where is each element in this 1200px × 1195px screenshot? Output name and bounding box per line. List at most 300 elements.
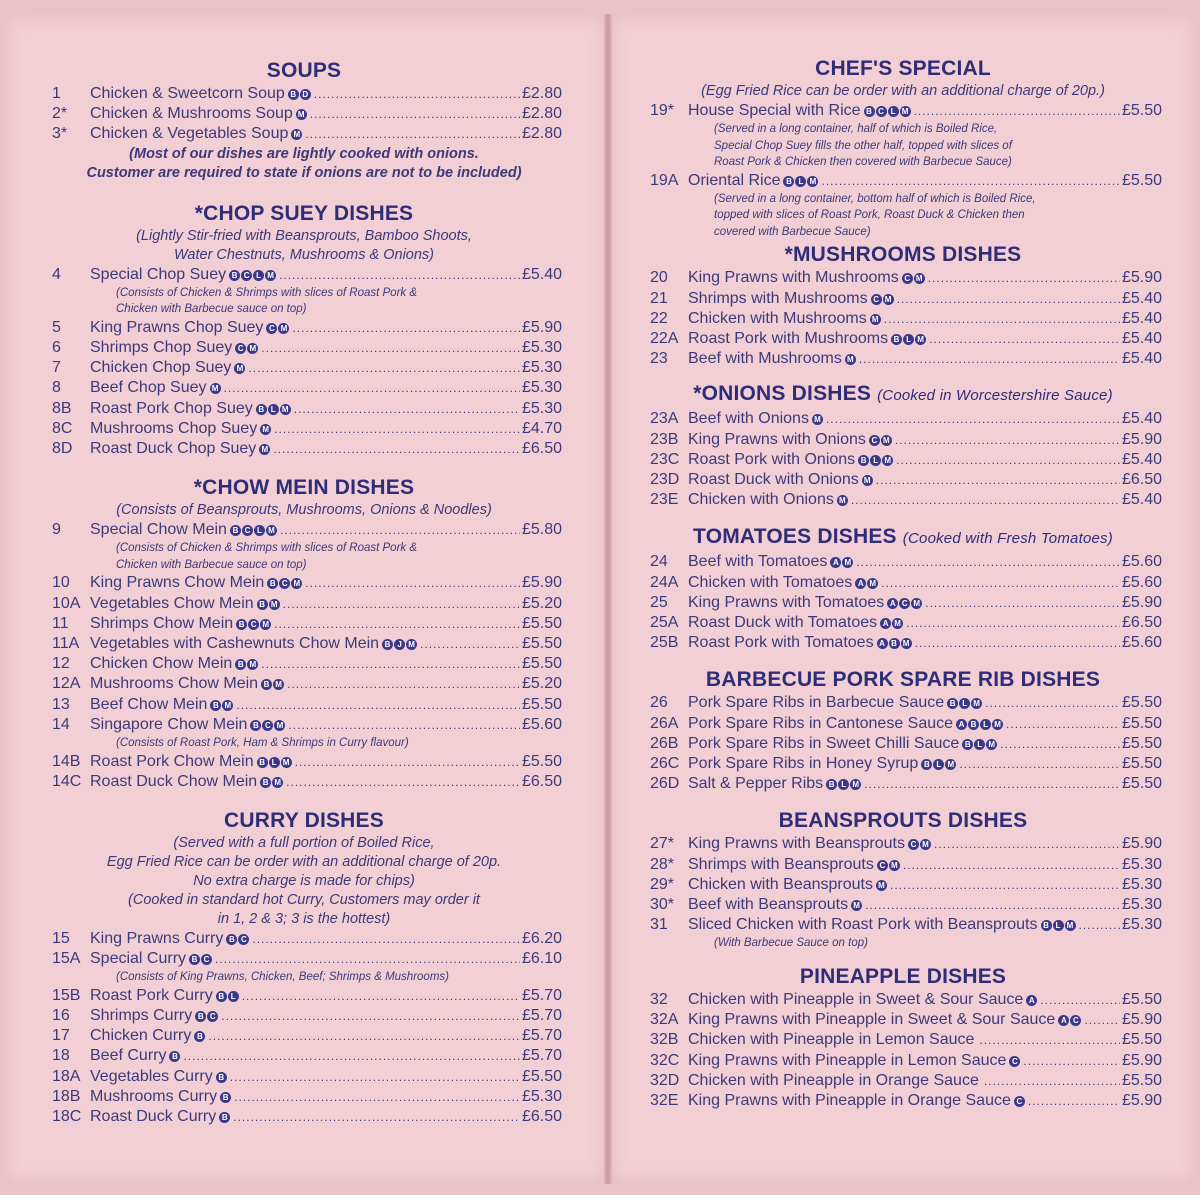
allergen-badge-icon: B bbox=[826, 779, 837, 790]
item-name: Pork Spare Ribs in Honey Syrup bbox=[688, 755, 919, 773]
allergen-codes bbox=[908, 834, 932, 854]
section-heading bbox=[46, 475, 562, 501]
item-price: £5.50 bbox=[521, 614, 562, 632]
allergen-badge-icon: M bbox=[889, 860, 900, 871]
menu-section-barbecue-pork-spare-rib-dishes bbox=[644, 667, 1162, 794]
menu-item[interactable] bbox=[644, 1030, 1162, 1050]
allergen-codes bbox=[229, 265, 277, 285]
section-heading bbox=[644, 667, 1162, 693]
menu-item[interactable] bbox=[46, 614, 562, 634]
item-name: Chicken with Mushrooms bbox=[688, 309, 867, 327]
allergen-badge-icon: C bbox=[877, 860, 888, 871]
allergen-badge-icon: B bbox=[968, 719, 979, 730]
menu-item[interactable] bbox=[644, 470, 1162, 490]
allergen-badge-icon: M bbox=[406, 639, 417, 650]
item-number: 4 bbox=[52, 265, 61, 283]
dot-leader bbox=[294, 399, 520, 419]
allergen-badge-icon: M bbox=[280, 404, 291, 415]
item-price: £5.40 bbox=[1121, 410, 1162, 428]
menu-item[interactable] bbox=[644, 289, 1162, 309]
allergen-badge-icon: J bbox=[394, 639, 405, 650]
menu-item[interactable] bbox=[644, 573, 1162, 593]
menu-item[interactable] bbox=[46, 1087, 562, 1107]
allergen-badge-icon: M bbox=[992, 719, 1003, 730]
allergen-codes bbox=[921, 754, 957, 774]
item-price: £5.30 bbox=[1121, 896, 1162, 914]
allergen-badge-icon: C bbox=[248, 619, 259, 630]
item-name: Beef Chow Mein bbox=[90, 695, 208, 713]
allergen-badge-icon: M bbox=[265, 270, 276, 281]
menu-section-mushrooms-dishes bbox=[644, 242, 1162, 369]
item-price: £5.50 bbox=[1121, 714, 1162, 732]
dot-leader bbox=[929, 329, 1120, 349]
allergen-codes bbox=[858, 450, 894, 470]
allergen-badge-icon: B bbox=[229, 270, 240, 281]
menu-item[interactable] bbox=[644, 633, 1162, 653]
page-fold bbox=[604, 14, 612, 1184]
menu-item[interactable] bbox=[46, 1026, 562, 1046]
dot-leader bbox=[859, 349, 1120, 369]
item-price: £2.80 bbox=[521, 105, 562, 123]
dot-leader bbox=[1000, 734, 1120, 754]
allergen-codes bbox=[845, 349, 857, 369]
allergen-badge-icon: A bbox=[1058, 1015, 1069, 1026]
item-name: Chicken Chow Mein bbox=[90, 655, 233, 673]
item-name: Chicken with Onions bbox=[688, 491, 834, 509]
menu-item[interactable] bbox=[46, 419, 562, 439]
allergen-codes bbox=[291, 124, 303, 144]
dot-leader bbox=[915, 633, 1120, 653]
item-price: £5.90 bbox=[521, 574, 562, 592]
menu-item[interactable] bbox=[46, 772, 562, 792]
menu-item[interactable] bbox=[46, 674, 562, 694]
dot-leader bbox=[183, 1046, 519, 1066]
menu-item[interactable] bbox=[644, 309, 1162, 329]
item-number: 26B bbox=[650, 734, 679, 752]
item-price: £6.50 bbox=[521, 1108, 562, 1126]
allergen-codes bbox=[250, 715, 286, 735]
item-price: £5.90 bbox=[1121, 1011, 1162, 1029]
menu-item[interactable] bbox=[644, 855, 1162, 875]
allergen-codes bbox=[288, 84, 312, 104]
dot-leader bbox=[914, 101, 1120, 121]
allergen-badge-icon: B bbox=[219, 1112, 230, 1123]
dot-leader bbox=[420, 634, 520, 654]
menu-item[interactable] bbox=[644, 734, 1162, 754]
allergen-codes bbox=[169, 1046, 181, 1066]
item-number: 27* bbox=[650, 835, 675, 853]
allergen-badge-icon: M bbox=[881, 435, 892, 446]
dot-leader bbox=[261, 338, 520, 358]
item-number: 18 bbox=[52, 1047, 70, 1065]
item-name: Vegetables with Cashewnuts Chow Mein bbox=[90, 635, 380, 653]
allergen-codes bbox=[189, 949, 213, 969]
allergen-badge-icon: M bbox=[900, 106, 911, 117]
menu-item[interactable] bbox=[644, 450, 1162, 470]
allergen-badge-icon: M bbox=[291, 578, 302, 589]
section-note: (Consists of Beansprouts, Mushrooms, Onions & Noodles) bbox=[116, 502, 492, 519]
item-price: £6.50 bbox=[521, 440, 562, 458]
item-name: Beef with Beansprouts bbox=[688, 896, 849, 914]
allergen-badge-icon: C bbox=[871, 294, 882, 305]
section-heading bbox=[46, 58, 562, 84]
menu-item[interactable] bbox=[644, 552, 1162, 572]
allergen-codes bbox=[891, 329, 927, 349]
item-description: (Served in a long container, bottom half of which is Boiled Rice, topped with slices of Roast Pork, Roast Duck & Chicken then covered with Barbecue Sauce) bbox=[714, 192, 1036, 238]
menu-item[interactable] bbox=[46, 573, 562, 593]
menu-item[interactable] bbox=[644, 774, 1162, 794]
item-price: £5.90 bbox=[1121, 269, 1162, 287]
allergen-badge-icon: M bbox=[1065, 920, 1076, 931]
item-name: Roast Duck Curry bbox=[90, 1108, 217, 1126]
menu-item[interactable] bbox=[644, 430, 1162, 450]
item-number: 23D bbox=[650, 471, 680, 489]
section-heading bbox=[46, 808, 562, 834]
item-price: £5.50 bbox=[1121, 1071, 1162, 1089]
allergen-codes bbox=[257, 752, 293, 772]
allergen-codes bbox=[257, 594, 281, 614]
allergen-badge-icon: C bbox=[869, 435, 880, 446]
dot-leader bbox=[292, 318, 520, 338]
allergen-badge-icon: M bbox=[920, 839, 931, 850]
allergen-codes bbox=[851, 895, 863, 915]
menu-item[interactable] bbox=[46, 84, 562, 104]
allergen-badge-icon: L bbox=[269, 757, 280, 768]
item-number: 12 bbox=[52, 655, 70, 673]
item-name: Chicken & Vegetables Soup bbox=[90, 125, 289, 143]
menu-item[interactable] bbox=[46, 752, 562, 772]
dot-leader bbox=[826, 409, 1120, 429]
menu-item[interactable] bbox=[46, 265, 562, 285]
allergen-badge-icon: L bbox=[228, 991, 239, 1002]
item-price: £5.20 bbox=[521, 594, 562, 612]
menu-item[interactable] bbox=[46, 399, 562, 419]
item-name: Shrimps with Beansprouts bbox=[688, 855, 874, 873]
item-name: Pork Spare Ribs in Cantonese Sauce bbox=[688, 714, 954, 732]
allergen-codes bbox=[870, 309, 882, 329]
allergen-badge-icon: C bbox=[1009, 1056, 1020, 1067]
dot-leader bbox=[895, 430, 1120, 450]
dot-leader bbox=[234, 1087, 520, 1107]
item-number: 19A bbox=[650, 171, 679, 189]
menu-item[interactable] bbox=[46, 715, 562, 735]
item-price: £5.50 bbox=[1121, 102, 1162, 119]
item-name: Mushrooms Chop Suey bbox=[90, 419, 258, 437]
item-price: £5.50 bbox=[521, 752, 562, 770]
item-name: Chicken with Tomatoes bbox=[688, 573, 853, 591]
allergen-badge-icon: C bbox=[876, 106, 887, 117]
section-title: *MUSHROOMS DISHES bbox=[784, 243, 1022, 267]
menu-item[interactable] bbox=[644, 171, 1162, 191]
allergen-badge-icon: M bbox=[892, 618, 903, 629]
allergen-badge-icon: M bbox=[882, 455, 893, 466]
menu-item[interactable] bbox=[644, 613, 1162, 633]
allergen-badge-icon: B bbox=[189, 954, 200, 965]
allergen-badge-icon: B bbox=[235, 659, 246, 670]
item-name: Special Chow Mein bbox=[90, 521, 227, 539]
section-heading bbox=[644, 242, 1162, 268]
allergen-badge-icon: B bbox=[195, 1011, 206, 1022]
item-price: £5.70 bbox=[521, 1007, 562, 1025]
item-price: £4.70 bbox=[521, 419, 562, 437]
menu-item[interactable] bbox=[46, 634, 562, 654]
item-price: £5.30 bbox=[521, 399, 562, 417]
item-name: Roast Duck Chow Mein bbox=[90, 772, 258, 790]
item-name: Chicken with Pineapple in Sweet & Sour Sauce bbox=[688, 990, 1024, 1008]
item-name: King Prawns Curry bbox=[90, 929, 224, 947]
allergen-codes bbox=[1026, 990, 1038, 1010]
dot-leader bbox=[856, 552, 1120, 572]
allergen-codes bbox=[210, 695, 234, 715]
menu-section-curry-dishes bbox=[46, 808, 562, 1127]
allergen-badge-icon: L bbox=[933, 759, 944, 770]
item-number: 8C bbox=[52, 419, 73, 437]
allergen-codes bbox=[235, 338, 259, 358]
menu-item[interactable] bbox=[644, 593, 1162, 613]
item-name: Beef Curry bbox=[90, 1047, 167, 1065]
item-number: 26A bbox=[650, 714, 679, 732]
item-name: King Prawns with Pineapple in Sweet & Sour Sauce bbox=[688, 1011, 1056, 1029]
allergen-codes bbox=[234, 358, 246, 378]
section-title: TOMATOES DISHES bbox=[693, 525, 897, 549]
section-title: PINEAPPLE DISHES bbox=[799, 964, 1007, 988]
item-name: Roast Pork with Onions bbox=[688, 450, 856, 468]
item-number: 18B bbox=[52, 1087, 81, 1105]
allergen-badge-icon: M bbox=[234, 363, 245, 374]
dot-leader bbox=[890, 875, 1120, 895]
allergen-codes bbox=[236, 614, 272, 634]
allergen-badge-icon: M bbox=[272, 777, 283, 788]
menu-item[interactable] bbox=[46, 1107, 562, 1127]
dot-leader bbox=[865, 895, 1120, 915]
dot-leader bbox=[280, 520, 520, 540]
item-name: King Prawns Chop Suey bbox=[90, 318, 264, 336]
item-name: King Prawns with Onions bbox=[688, 430, 866, 448]
allergen-badge-icon: B bbox=[382, 639, 393, 650]
allergen-codes bbox=[194, 1026, 206, 1046]
dot-leader bbox=[864, 774, 1120, 794]
allergen-codes bbox=[259, 439, 271, 459]
item-description: (Consists of King Prawns, Chicken, Beef; Shrimps & Mushrooms) bbox=[116, 971, 449, 984]
allergen-badge-icon: M bbox=[807, 176, 818, 187]
menu-item[interactable] bbox=[644, 834, 1162, 854]
menu-section-chef-s-special bbox=[644, 56, 1162, 240]
menu-item[interactable] bbox=[46, 358, 562, 378]
section-title: CURRY DISHES bbox=[224, 808, 384, 832]
item-number: 24 bbox=[650, 553, 668, 571]
item-number: 32D bbox=[650, 1071, 680, 1089]
allergen-badge-icon: B bbox=[194, 1031, 205, 1042]
menu-item[interactable] bbox=[644, 714, 1162, 734]
menu-item[interactable] bbox=[644, 409, 1162, 429]
menu-item[interactable] bbox=[644, 101, 1162, 121]
item-price: £6.50 bbox=[1121, 471, 1162, 489]
item-price: £5.60 bbox=[521, 715, 562, 733]
allergen-badge-icon: B bbox=[250, 720, 261, 731]
allergen-codes bbox=[871, 289, 895, 309]
dot-leader bbox=[985, 693, 1120, 713]
menu-item[interactable] bbox=[644, 915, 1162, 935]
allergen-badge-icon: B bbox=[230, 525, 241, 536]
dot-leader bbox=[1023, 1051, 1120, 1071]
dot-leader bbox=[1079, 915, 1120, 935]
dot-leader bbox=[305, 573, 520, 593]
menu-item[interactable] bbox=[46, 594, 562, 614]
section-note: (Egg Fried Rice can be order with an additional charge of 20p.) bbox=[701, 83, 1105, 99]
menu-item[interactable] bbox=[644, 895, 1162, 915]
menu-item[interactable] bbox=[46, 104, 562, 124]
item-description: (With Barbecue Sauce on top) bbox=[714, 937, 868, 950]
allergen-badge-icon: C bbox=[262, 720, 273, 731]
menu-item[interactable] bbox=[644, 1051, 1162, 1071]
dot-leader bbox=[273, 439, 520, 459]
menu-item[interactable] bbox=[644, 875, 1162, 895]
menu-item[interactable] bbox=[46, 124, 562, 144]
allergen-badge-icon: B bbox=[169, 1051, 180, 1062]
menu-item[interactable] bbox=[46, 439, 562, 459]
allergen-badge-icon: A bbox=[956, 719, 967, 730]
allergen-badge-icon: B bbox=[216, 1072, 227, 1083]
allergen-codes bbox=[902, 268, 926, 288]
menu-section-tomatoes-dishes bbox=[644, 524, 1162, 653]
allergen-badge-icon: M bbox=[837, 495, 848, 506]
section-title: *ONIONS DISHES bbox=[693, 382, 872, 406]
section-heading bbox=[644, 56, 1162, 82]
menu-item[interactable] bbox=[46, 318, 562, 338]
allergen-codes bbox=[956, 714, 1004, 734]
allergen-codes bbox=[877, 855, 901, 875]
allergen-codes bbox=[260, 772, 284, 792]
menu-item[interactable] bbox=[46, 986, 562, 1006]
dot-leader bbox=[851, 490, 1120, 510]
item-number: 22 bbox=[650, 309, 668, 327]
allergen-badge-icon: M bbox=[911, 598, 922, 609]
item-name: Shrimps with Mushrooms bbox=[688, 289, 868, 307]
menu-item[interactable] bbox=[644, 990, 1162, 1010]
item-number: 25A bbox=[650, 614, 679, 632]
item-number: 26C bbox=[650, 755, 680, 773]
item-price: £2.80 bbox=[521, 85, 562, 102]
allergen-badge-icon: B bbox=[256, 404, 267, 415]
menu-item[interactable] bbox=[46, 338, 562, 358]
allergen-badge-icon: L bbox=[903, 334, 914, 345]
menu-item[interactable] bbox=[644, 349, 1162, 369]
menu-item[interactable] bbox=[46, 949, 562, 969]
allergen-badge-icon: B bbox=[210, 700, 221, 711]
item-number: 15A bbox=[52, 950, 81, 968]
allergen-codes bbox=[837, 490, 849, 510]
item-price: £5.60 bbox=[1121, 573, 1162, 591]
item-name: Chicken & Sweetcorn Soup bbox=[90, 85, 285, 102]
allergen-codes bbox=[230, 520, 278, 540]
item-number: 18C bbox=[52, 1108, 82, 1126]
item-name: Salt & Pepper Ribs bbox=[688, 775, 824, 793]
item-number: 32 bbox=[650, 990, 668, 1008]
item-number: 3* bbox=[52, 125, 68, 143]
allergen-badge-icon: C bbox=[279, 578, 290, 589]
allergen-badge-icon: L bbox=[253, 270, 264, 281]
allergen-badge-icon: B bbox=[864, 106, 875, 117]
allergen-codes bbox=[267, 573, 303, 593]
allergen-codes bbox=[210, 378, 222, 398]
menu-section-beansprouts-dishes bbox=[644, 808, 1162, 952]
allergen-badge-icon: M bbox=[296, 109, 307, 120]
allergen-badge-icon: A bbox=[880, 618, 891, 629]
item-number: 15 bbox=[52, 929, 70, 947]
dot-leader bbox=[876, 470, 1120, 490]
menu-item[interactable] bbox=[644, 268, 1162, 288]
menu-item[interactable] bbox=[644, 693, 1162, 713]
item-price: £5.30 bbox=[521, 379, 562, 397]
item-description: (Served in a long container, half of which is Boiled Rice, Special Chop Suey fills the other half, topped with slices of Roast Pork & Chicken then covered with Barbecue Sauce) bbox=[714, 123, 1012, 169]
allergen-codes bbox=[826, 774, 862, 794]
menu-item[interactable] bbox=[46, 929, 562, 949]
menu-item[interactable] bbox=[46, 378, 562, 398]
menu-item[interactable] bbox=[644, 329, 1162, 349]
allergen-codes bbox=[855, 573, 879, 593]
allergen-badge-icon: M bbox=[945, 759, 956, 770]
item-number: 29* bbox=[650, 875, 675, 893]
item-number: 19* bbox=[650, 102, 675, 119]
menu-item[interactable] bbox=[644, 1091, 1162, 1111]
allergen-badge-icon: C bbox=[908, 839, 919, 850]
item-name: King Prawns with Pineapple in Lemon Sauce bbox=[688, 1051, 1007, 1069]
item-price: £5.30 bbox=[1121, 916, 1162, 934]
item-price: £5.90 bbox=[1121, 835, 1162, 853]
dot-leader bbox=[979, 1030, 1120, 1050]
item-price: £6.10 bbox=[521, 950, 562, 968]
dot-leader bbox=[274, 614, 520, 634]
allergen-badge-icon: L bbox=[268, 404, 279, 415]
item-number: 24A bbox=[650, 573, 679, 591]
menu-item[interactable] bbox=[644, 490, 1162, 510]
item-price: £5.30 bbox=[1121, 875, 1162, 893]
menu-section-soups bbox=[46, 58, 562, 183]
item-description: (Consists of Chicken & Shrimps with slices of Roast Pork & Chicken with Barbecue sauce on top) bbox=[116, 286, 418, 316]
menu-item[interactable] bbox=[644, 1010, 1162, 1030]
menu-item[interactable] bbox=[644, 754, 1162, 774]
menu-item[interactable] bbox=[46, 1067, 562, 1087]
item-name: Shrimps Chow Mein bbox=[90, 614, 234, 632]
menu-item[interactable] bbox=[46, 1006, 562, 1026]
allergen-codes bbox=[962, 734, 998, 754]
section-note: (Lightly Stir-fried with Beansprouts, Bamboo Shoots, Water Chestnuts, Mushrooms & Onions) bbox=[136, 227, 472, 263]
allergen-badge-icon: A bbox=[855, 578, 866, 589]
dot-leader bbox=[984, 1071, 1120, 1091]
allergen-codes bbox=[1014, 1091, 1026, 1111]
item-number: 18A bbox=[52, 1067, 81, 1085]
dot-leader bbox=[248, 358, 520, 378]
allergen-badge-icon: C bbox=[201, 954, 212, 965]
menu-item[interactable] bbox=[644, 1071, 1162, 1091]
allergen-badge-icon: L bbox=[980, 719, 991, 730]
item-price: £5.60 bbox=[1121, 553, 1162, 571]
allergen-badge-icon: M bbox=[259, 444, 270, 455]
allergen-badge-icon: M bbox=[870, 314, 881, 325]
dot-leader bbox=[208, 1026, 520, 1046]
menu-item[interactable] bbox=[46, 695, 562, 715]
menu-item[interactable] bbox=[46, 654, 562, 674]
item-name: Vegetables Chow Mein bbox=[90, 594, 254, 612]
dot-leader bbox=[314, 84, 520, 104]
allergen-codes bbox=[1058, 1010, 1082, 1030]
dot-leader bbox=[287, 674, 520, 694]
allergen-badge-icon: L bbox=[1053, 920, 1064, 931]
menu-item[interactable] bbox=[46, 520, 562, 540]
item-number: 32B bbox=[650, 1031, 679, 1049]
menu-item[interactable] bbox=[46, 1046, 562, 1066]
item-number: 14C bbox=[52, 772, 82, 790]
